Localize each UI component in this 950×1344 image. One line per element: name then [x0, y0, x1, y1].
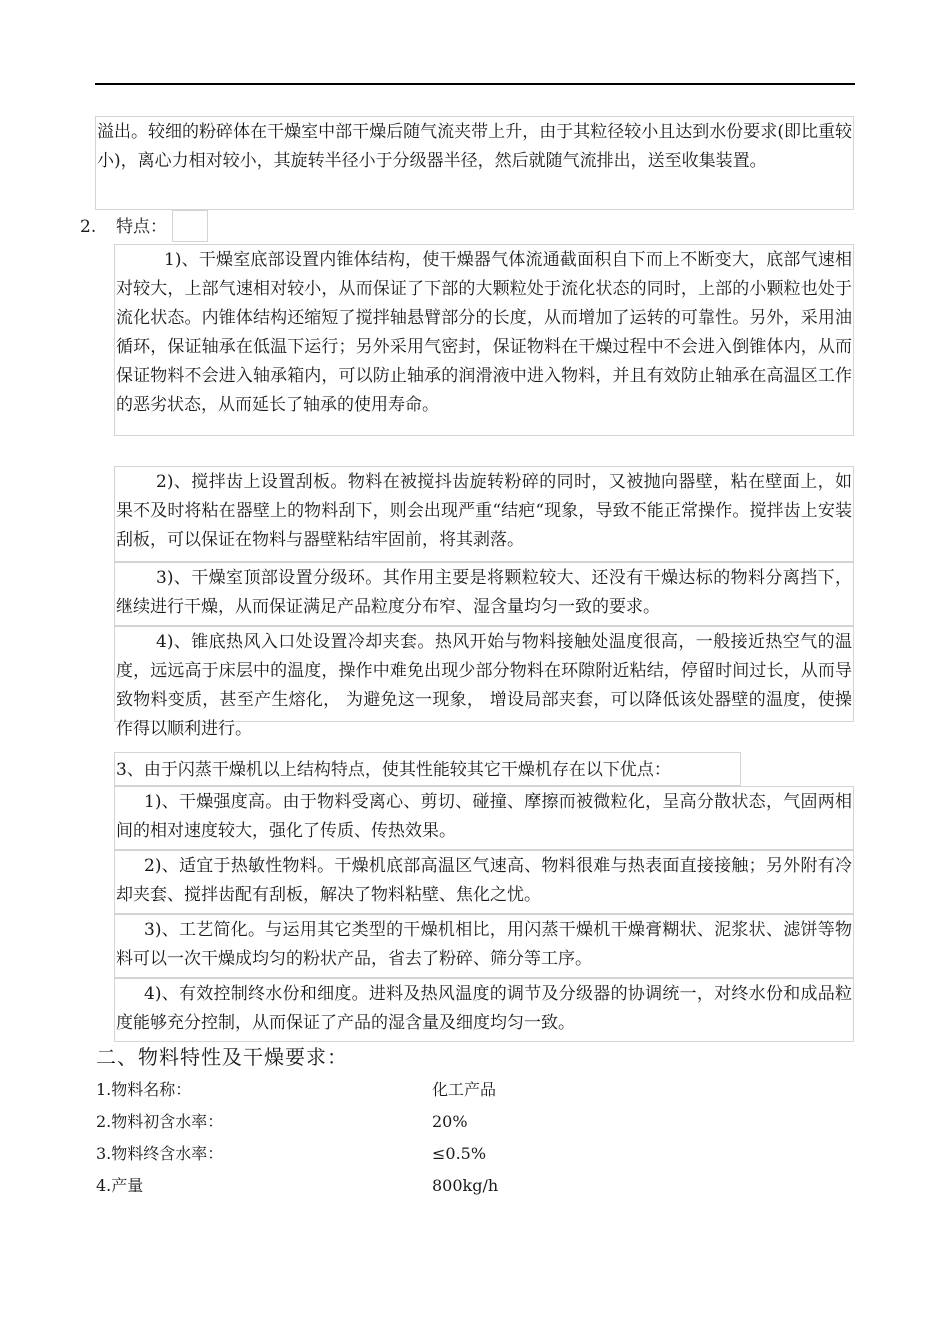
- header-rule: [95, 83, 855, 85]
- spec-label: 3.物料终含水率：: [96, 1144, 224, 1163]
- advantage-paragraph: 4)、有效控制终水份和细度。进料及热风温度的调节及分级器的协调统一，对终水份和成品粒度能够充分控制，从而保证了产品的湿含量及细度均匀一致。: [116, 984, 852, 1033]
- features-label: 特点：: [116, 217, 167, 237]
- spec-label: 2.物料初含水率：: [96, 1112, 224, 1131]
- advantage-paragraph: 3)、工艺简化。与运用其它类型的干燥机相比，用闪蒸干燥机干燥膏糊状、泥浆状、滤饼等物料可以一次干燥成均匀的粉状产品，省去了粉碎、筛分等工序。: [116, 920, 852, 969]
- feature-paragraph: 2)、搅拌齿上设置刮板。物料在被搅抖齿旋转粉碎的同时，又被抛向器壁，粘在壁面上，如果不及时将粘在器壁上的物料刮下，则会出现严重“结疤“现象，导致不能正常操作。搅拌齿上安装刮板，可以保证在物料与器壁粘结牢固前，将其剥落。: [116, 472, 852, 550]
- text-frame: [172, 210, 208, 242]
- features-number: 2.: [80, 217, 97, 237]
- spec-label: 1.物料名称：: [96, 1080, 192, 1099]
- feature-paragraph: 3)、干燥室顶部设置分级环。其作用主要是将颗粒较大、还没有干燥达标的物料分离挡下，继续进行干燥，从而保证满足产品粒度分布窄、湿含量均匀一致的要求。: [116, 568, 852, 617]
- advantage-paragraph: 1)、干燥强度高。由于物料受离心、剪切、碰撞、摩擦而被微粒化，呈高分散状态，气固两相间的相对速度较大，强化了传质、传热效果。: [116, 792, 852, 841]
- feature-paragraph: 4)、锥底热风入口处设置冷却夹套。热风开始与物料接触处温度很高，一般接近热空气的温度，远远高于床层中的温度，操作中难免出现少部分物料在环隙附近粘结，停留时间过长，从而导致物料变质，甚至产生熔化， 为避免这一现象， 增设局部夹套，可以降低该处器壁的温度，使操作得以顺利进行。: [116, 632, 852, 739]
- section-title: 二、物料特性及干燥要求：: [96, 1045, 348, 1069]
- advantages-heading: 3、由于闪蒸干燥机以上结构特点，使其性能较其它干燥机存在以下优点：: [116, 760, 671, 780]
- spec-value: 化工产品: [432, 1080, 497, 1099]
- spec-label: 4.产量: [96, 1176, 144, 1195]
- spec-value: 800kg/h: [432, 1176, 499, 1195]
- feature-paragraph: 1)、干燥室底部设置内锥体结构，使干燥器气体流通截面积自下而上不断变大，底部气速相对较大，上部气速相对较小，从而保证了下部的大颗粒处于流化状态的同时，上部的小颗粒也处于流化状态。内锥体结构还缩短了搅拌轴悬臂部分的长度，从而增加了运转的可靠性。另外，采用油循环，保证轴承在低温下运行；另外采用气密封，保证物料在干燥过程中不会进入倒锥体内，从而保证物料不会进入轴承箱内，可以防止轴承的润滑液中进入物料，并且有效防止轴承在高温区工作的恶劣状态，从而延长了轴承的使用寿命。: [116, 250, 852, 415]
- spec-value: ≤0.5%: [432, 1144, 487, 1163]
- intro-paragraph: 溢出。较细的粉碎体在干燥室中部干燥后随气流夹带上升，由于其粒径较小且达到水份要求(即比重较小)，离心力相对较小，其旋转半径小于分级器半径，然后就随气流排出，送至收集装置。: [97, 122, 852, 171]
- advantage-paragraph: 2)、适宜于热敏性物料。干燥机底部高温区气速高、物料很难与热表面直接接触；另外附有冷却夹套、搅拌齿配有刮板，解决了物料粘壁、焦化之忧。: [116, 856, 852, 905]
- spec-value: 20%: [432, 1112, 468, 1131]
